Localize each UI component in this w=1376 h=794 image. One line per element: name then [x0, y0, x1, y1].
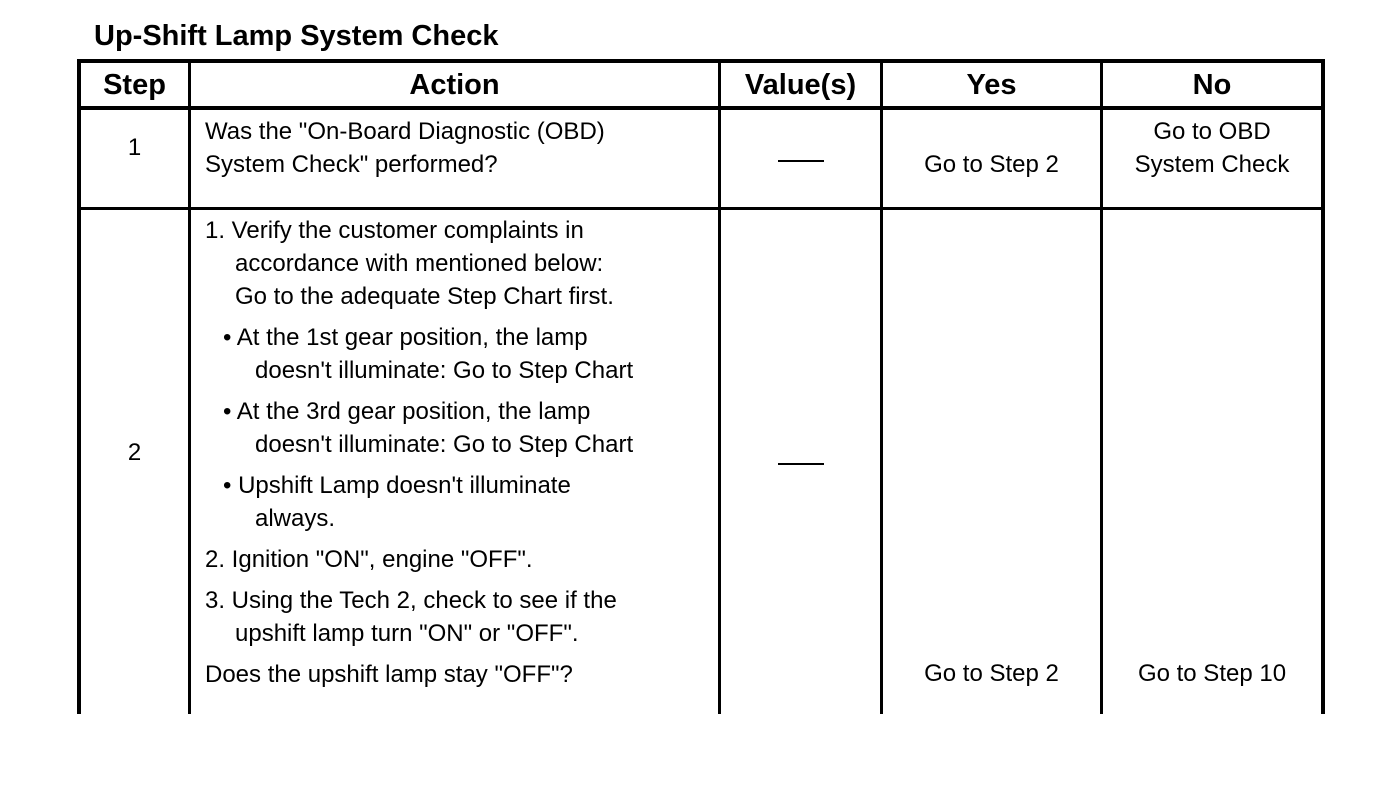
- bullet-line: doesn't illuminate: Go to Step Chart: [255, 357, 634, 384]
- column-divider-action: [718, 59, 721, 714]
- header-action: Action: [409, 68, 500, 101]
- row1-action-line: Was the "On-Board Diagnostic (OBD): [205, 118, 605, 145]
- header-values: Value(s): [744, 68, 857, 101]
- bullet-line: doesn't illuminate: Go to Step Chart: [255, 431, 634, 458]
- bullet-line: • At the 1st gear position, the lamp: [223, 324, 588, 351]
- bullet-line: always.: [255, 505, 336, 532]
- row2-step: 2: [127, 439, 142, 466]
- row2-yes: Go to Step 2: [924, 660, 1059, 687]
- row1-yes: Go to Step 2: [924, 151, 1059, 178]
- column-divider-step: [188, 59, 191, 714]
- row2-no: Go to Step 10: [1137, 660, 1287, 687]
- action-item-2: 2. Ignition "ON", engine "OFF".: [205, 546, 533, 573]
- row-divider: [77, 207, 1325, 210]
- row1-value-dash: [778, 160, 824, 162]
- bullet-line: • Upshift Lamp doesn't illuminate: [223, 472, 571, 499]
- action-item-1: [205, 214, 633, 313]
- header-step: Step: [103, 68, 166, 101]
- row1-action: [205, 115, 605, 181]
- row1-no-line: Go to OBD: [1153, 118, 1271, 145]
- row1-step: 1: [127, 134, 142, 161]
- action-item-3: [205, 584, 633, 650]
- bullet-item: [205, 321, 633, 387]
- row1-action-line: System Check" performed?: [205, 151, 498, 178]
- action-line: 1. Verify the customer complaints in: [205, 217, 584, 244]
- column-border-right: [1321, 59, 1325, 714]
- row1-no: [1103, 115, 1321, 181]
- header-no: No: [1192, 68, 1232, 101]
- bullet-item: [205, 395, 633, 461]
- action-line: accordance with mentioned below:: [235, 250, 604, 277]
- action-line: upshift lamp turn "ON" or "OFF".: [235, 620, 579, 647]
- row2-value-dash: [778, 463, 824, 465]
- header-yes: Yes: [966, 68, 1017, 101]
- page-title: Up-Shift Lamp System Check: [94, 20, 499, 52]
- action-question: Does the upshift lamp stay "OFF"?: [205, 661, 573, 688]
- row1-no-line: System Check: [1134, 151, 1290, 178]
- bullet-item: [205, 469, 633, 535]
- action-line: Go to the adequate Step Chart first.: [235, 283, 614, 310]
- action-line: 3. Using the Tech 2, check to see if the: [205, 587, 617, 614]
- bullet-line: • At the 3rd gear position, the lamp: [223, 398, 591, 425]
- row2-action: [205, 214, 633, 691]
